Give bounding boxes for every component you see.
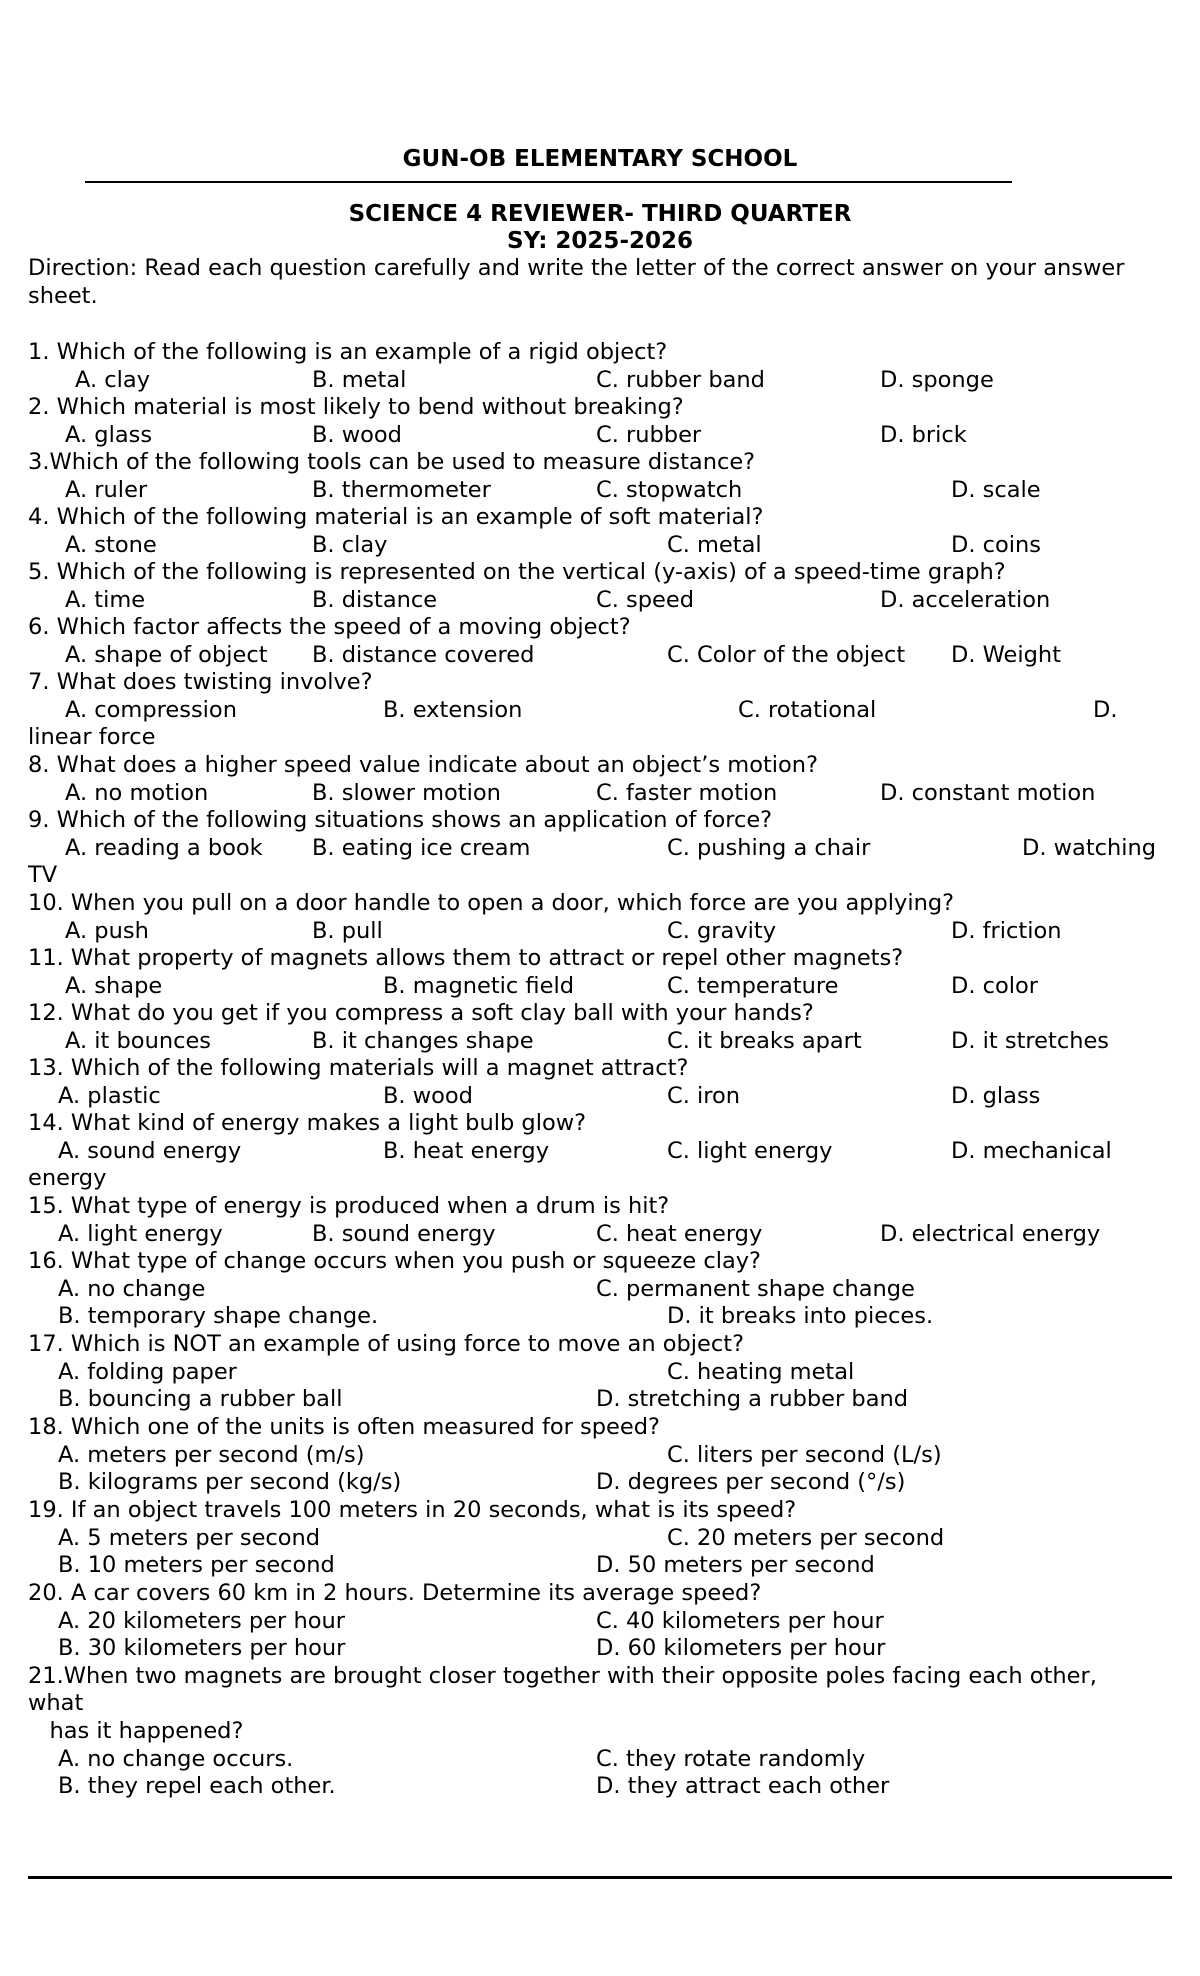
option-a: A. light energy xyxy=(58,1221,223,1247)
option-a: A. no change xyxy=(58,1276,206,1302)
option-b: B. 30 kilometers per hour xyxy=(58,1635,346,1661)
option-b: B. eating ice cream xyxy=(312,835,531,861)
option-d: D. glass xyxy=(951,1083,1041,1109)
option-a: A. no change occurs. xyxy=(58,1746,294,1772)
option-d: D. they attract each other xyxy=(596,1773,890,1799)
document-title: SCIENCE 4 REVIEWER- THIRD QUARTER xyxy=(348,201,852,227)
question-4: 4. Which of the following material is an example of soft material? xyxy=(28,504,764,530)
option-a: A. plastic xyxy=(58,1083,161,1109)
option-c: C. heating metal xyxy=(667,1359,855,1385)
option-c: C. heat energy xyxy=(596,1221,763,1247)
option-b: B. wood xyxy=(312,422,402,448)
option-b: B. pull xyxy=(312,918,383,944)
question-10: 10. When you pull on a door handle to open a door, which force are you applying? xyxy=(28,890,955,916)
question-12: 12. What do you get if you compress a soft clay ball with your hands? xyxy=(28,1000,814,1026)
option-d: D. constant motion xyxy=(880,780,1096,806)
question-8: 8. What does a higher speed value indicate about an object’s motion? xyxy=(28,752,819,778)
option-c: C. speed xyxy=(596,587,694,613)
option-d: D. 50 meters per second xyxy=(596,1552,875,1578)
option-c: C. rotational xyxy=(738,697,877,723)
option-a: A. 20 kilometers per hour xyxy=(58,1608,345,1634)
option-c: C. light energy xyxy=(667,1138,833,1164)
option-c: C. permanent shape change xyxy=(596,1276,915,1302)
option-b: B. bouncing a rubber ball xyxy=(58,1386,343,1412)
option-d: D. xyxy=(1093,697,1118,723)
option-a: A. stone xyxy=(65,532,157,558)
option-b: B. they repel each other. xyxy=(58,1773,336,1799)
question-19: 19. If an object travels 100 meters in 20 seconds, what is its speed? xyxy=(28,1497,797,1523)
option-c: C. liters per second (L/s) xyxy=(667,1442,942,1468)
option-b: B. clay xyxy=(312,532,388,558)
option-a: A. no motion xyxy=(65,780,209,806)
question-6: 6. Which factor affects the speed of a moving object? xyxy=(28,614,631,640)
option-c: C. faster motion xyxy=(596,780,778,806)
school-year: SY: 2025-2026 xyxy=(507,228,693,254)
question-5: 5. Which of the following is represented on the vertical (y-axis) of a speed-time graph? xyxy=(28,559,1006,585)
option-b: B. magnetic field xyxy=(383,973,574,999)
header-rule xyxy=(85,181,1012,183)
question-1: 1. Which of the following is an example of a rigid object? xyxy=(28,339,668,365)
school-name: GUN-OB ELEMENTARY SCHOOL xyxy=(402,146,798,172)
option-c: C. 20 meters per second xyxy=(667,1525,945,1551)
option-c: C. it breaks apart xyxy=(667,1028,862,1054)
option-d: D. stretching a rubber band xyxy=(596,1386,909,1412)
option-d: D. friction xyxy=(951,918,1062,944)
option-d-continued: energy xyxy=(28,1165,107,1191)
option-d: D. Weight xyxy=(951,642,1062,668)
option-a: A. meters per second (m/s) xyxy=(58,1442,365,1468)
option-b: B. sound energy xyxy=(312,1221,496,1247)
option-a: A. time xyxy=(65,587,146,613)
question-2: 2. Which material is most likely to bend without breaking? xyxy=(28,394,684,420)
direction-text: Direction: Read each question carefully and write the letter of the correct answer on your answer sheet. xyxy=(28,255,1125,309)
option-a: A. sound energy xyxy=(58,1138,242,1164)
question-9: 9. Which of the following situations shows an application of force? xyxy=(28,807,773,833)
question-18: 18. Which one of the units is often measured for speed? xyxy=(28,1414,660,1440)
option-a: A. clay xyxy=(75,367,151,393)
option-a: A. folding paper xyxy=(58,1359,237,1385)
option-c: C. 40 kilometers per hour xyxy=(596,1608,884,1634)
option-c: C. metal xyxy=(667,532,762,558)
option-d: D. brick xyxy=(880,422,967,448)
footer-rule xyxy=(28,1876,1172,1879)
option-d: D. acceleration xyxy=(880,587,1051,613)
option-b: B. kilograms per second (kg/s) xyxy=(58,1469,402,1495)
option-c: C. gravity xyxy=(667,918,777,944)
option-b: B. metal xyxy=(312,367,407,393)
question-7: 7. What does twisting involve? xyxy=(28,669,373,695)
option-b: B. wood xyxy=(383,1083,473,1109)
option-b: B. distance covered xyxy=(312,642,535,668)
option-d: D. color xyxy=(951,973,1039,999)
option-b: B. extension xyxy=(383,697,523,723)
option-d-continued: linear force xyxy=(28,724,156,750)
option-d: D. 60 kilometers per hour xyxy=(596,1635,886,1661)
question-3: 3.Which of the following tools can be used to measure distance? xyxy=(28,449,756,475)
question-16: 16. What type of change occurs when you push or squeeze clay? xyxy=(28,1248,761,1274)
option-a: A. shape xyxy=(65,973,163,999)
option-b: B. slower motion xyxy=(312,780,501,806)
question-14: 14. What kind of energy makes a light bulb glow? xyxy=(28,1110,587,1136)
option-b: B. heat energy xyxy=(383,1138,550,1164)
option-c: C. rubber xyxy=(596,422,702,448)
option-a: A. glass xyxy=(65,422,153,448)
option-b: B. temporary shape change. xyxy=(58,1303,379,1329)
option-a: A. 5 meters per second xyxy=(58,1525,321,1551)
option-d: D. scale xyxy=(951,477,1041,503)
option-c: C. they rotate randomly xyxy=(596,1746,866,1772)
option-c: C. pushing a chair xyxy=(667,835,871,861)
option-d: D. mechanical xyxy=(951,1138,1112,1164)
option-a: A. compression xyxy=(65,697,237,723)
question-21-line-2: what xyxy=(28,1690,84,1716)
question-21-line-3: has it happened? xyxy=(28,1718,244,1744)
option-c: C. rubber band xyxy=(596,367,765,393)
option-b: B. thermometer xyxy=(312,477,491,503)
option-a: A. it bounces xyxy=(65,1028,212,1054)
question-13: 13. Which of the following materials will a magnet attract? xyxy=(28,1055,689,1081)
option-d: D. coins xyxy=(951,532,1041,558)
option-b: B. distance xyxy=(312,587,438,613)
option-c: C. iron xyxy=(667,1083,741,1109)
option-c: C. stopwatch xyxy=(596,477,743,503)
option-a: A. reading a book xyxy=(65,835,263,861)
option-b: B. it changes shape xyxy=(312,1028,534,1054)
option-a: A. push xyxy=(65,918,149,944)
question-21: 21.When two magnets are brought closer together with their opposite poles facing each other, xyxy=(28,1663,1097,1689)
option-d: D. degrees per second (°/s) xyxy=(596,1469,906,1495)
question-20: 20. A car covers 60 km in 2 hours. Determine its average speed? xyxy=(28,1580,762,1606)
question-15: 15. What type of energy is produced when a drum is hit? xyxy=(28,1193,670,1219)
option-d: D. it stretches xyxy=(951,1028,1110,1054)
question-17: 17. Which is NOT an example of using force to move an object? xyxy=(28,1331,745,1357)
question-11: 11. What property of magnets allows them to attract or repel other magnets? xyxy=(28,945,904,971)
option-a: A. ruler xyxy=(65,477,148,503)
option-d: D. electrical energy xyxy=(880,1221,1101,1247)
option-b: B. 10 meters per second xyxy=(58,1552,335,1578)
option-c: C. temperature xyxy=(667,973,839,999)
option-c: C. Color of the object xyxy=(667,642,906,668)
option-d-continued: TV xyxy=(28,862,58,888)
option-d: D. watching xyxy=(1022,835,1157,861)
option-d: D. it breaks into pieces. xyxy=(667,1303,934,1329)
option-d: D. sponge xyxy=(880,367,994,393)
option-a: A. shape of object xyxy=(65,642,268,668)
